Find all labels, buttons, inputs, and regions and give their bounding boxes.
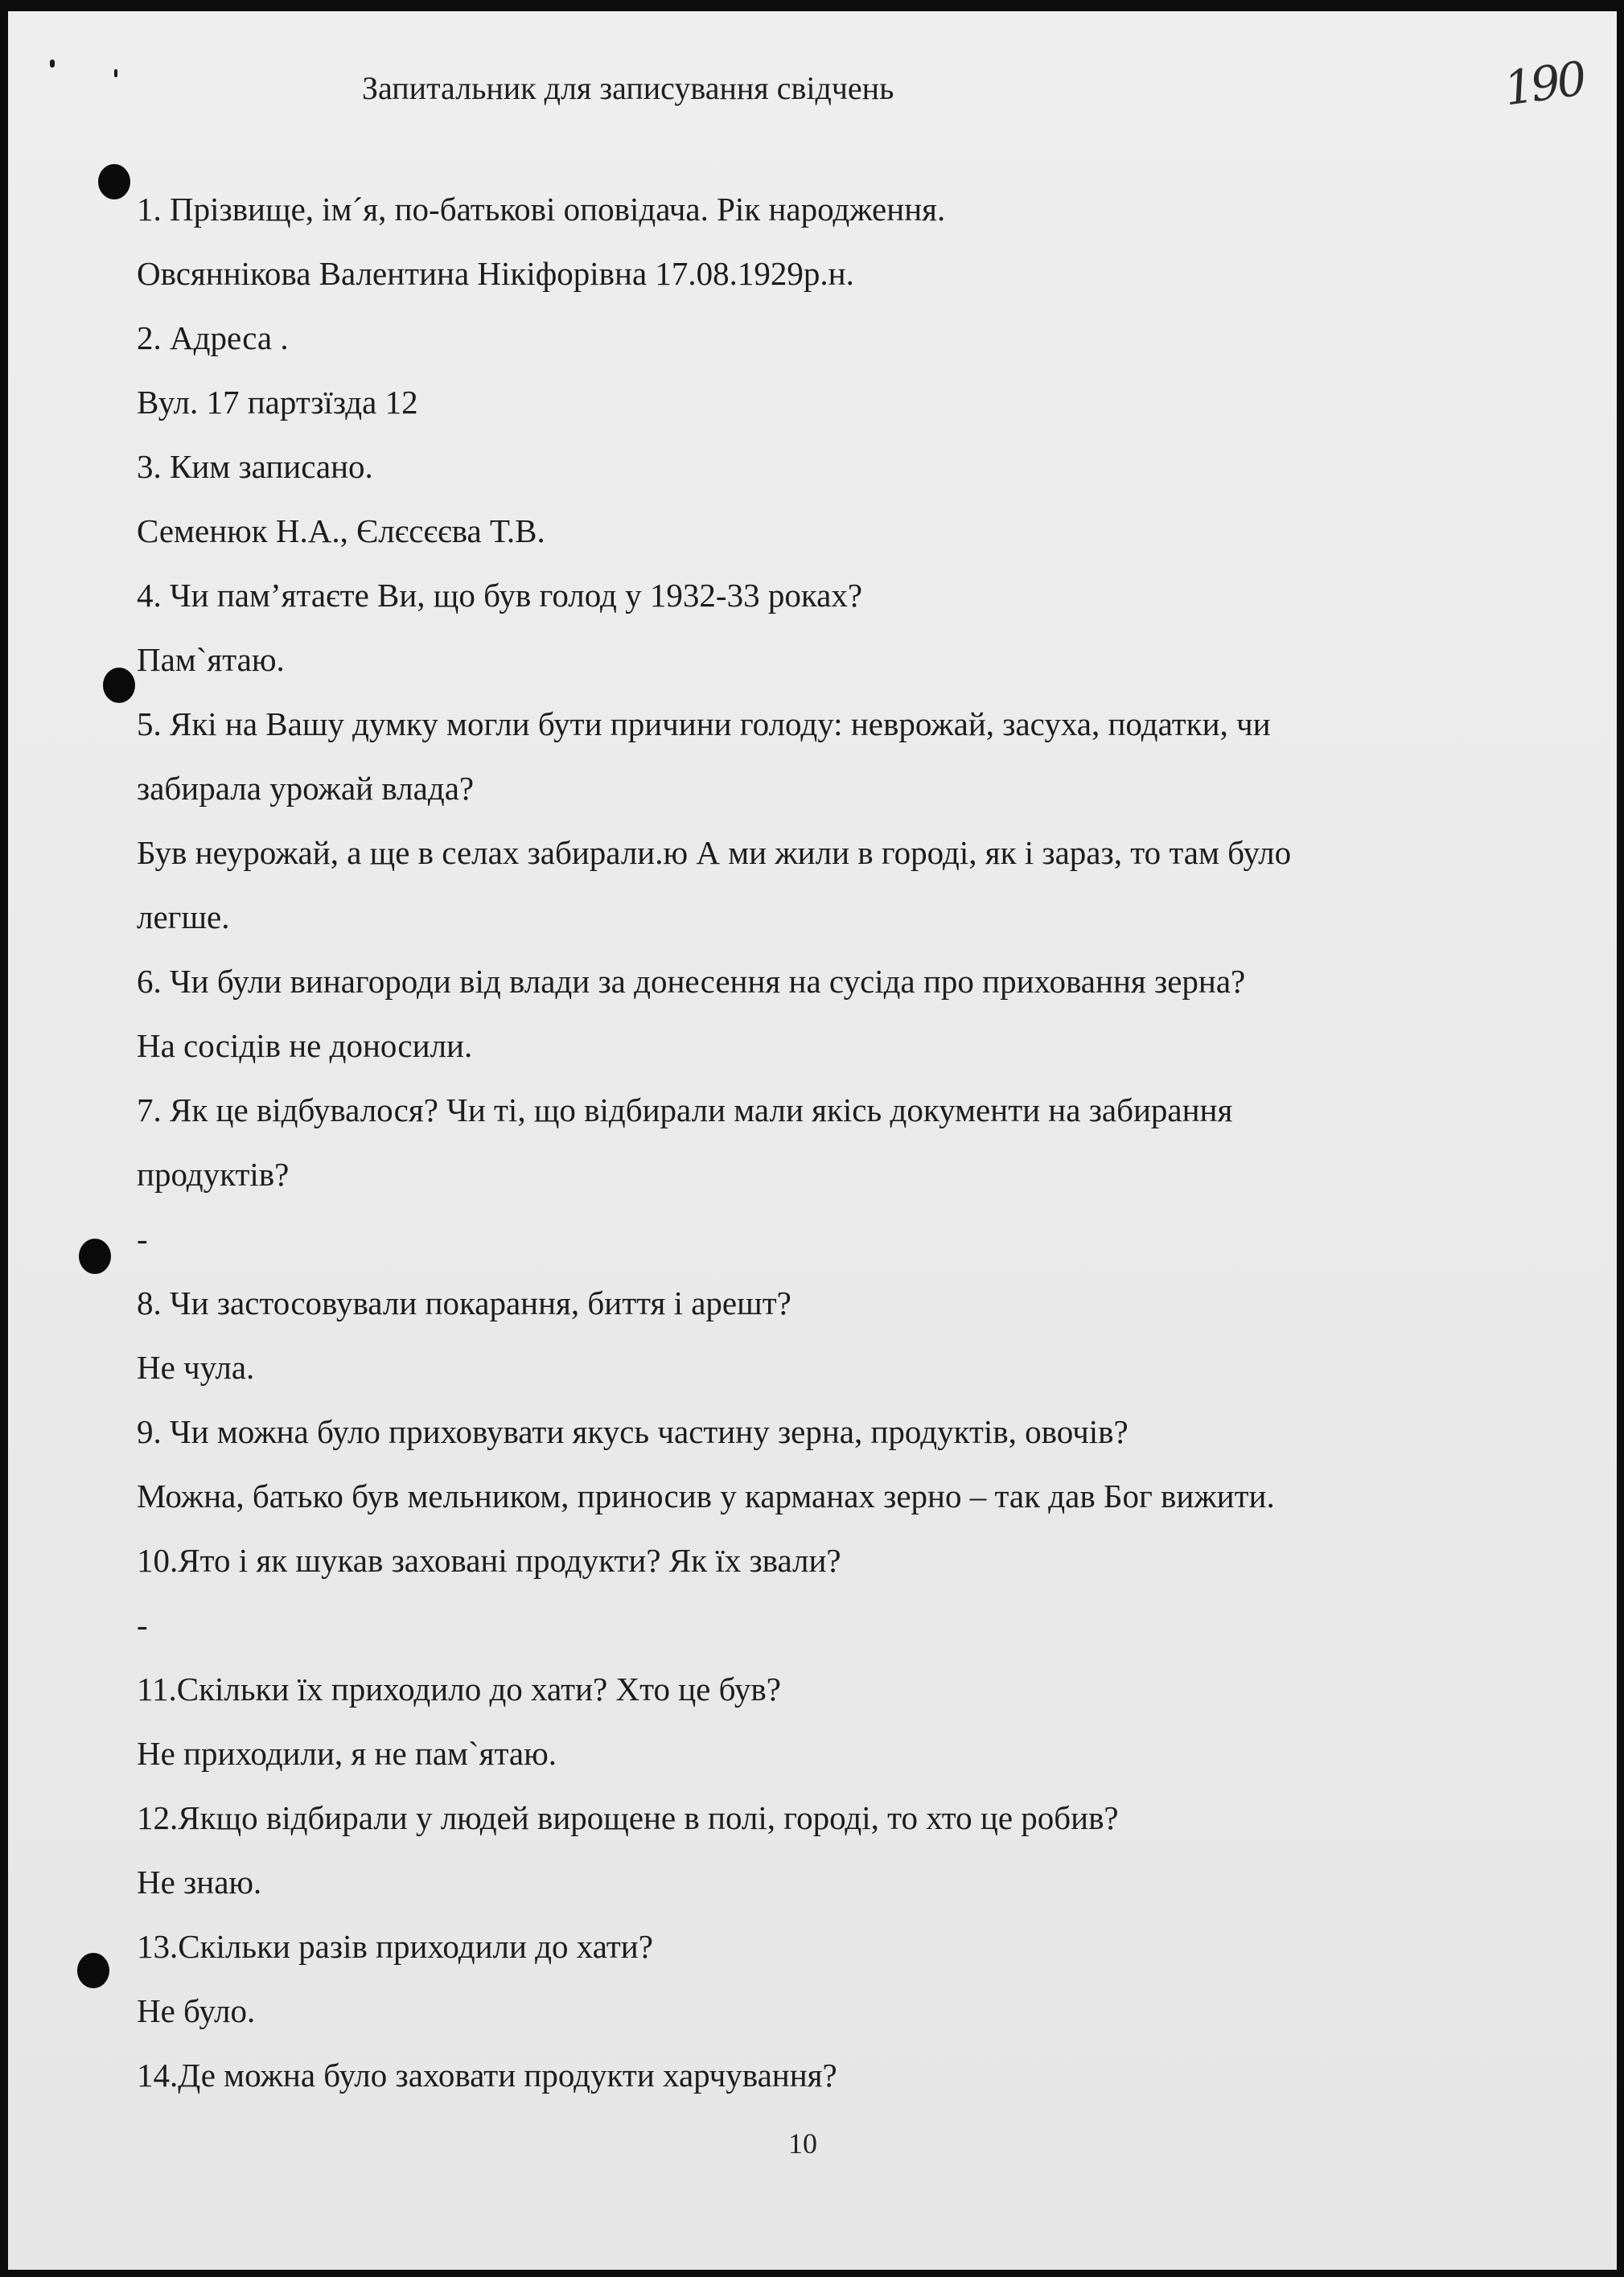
line-10-question: 10.Ято і як шукав заховані продукти? Як їх звали?: [137, 1542, 841, 1579]
line-9-question: 9. Чи можна було приховувати якусь частину зерна, продуктів, овочів?: [137, 1413, 1129, 1450]
line-3-question: 3. Ким записано.: [137, 448, 373, 485]
page-number: 10: [788, 2127, 817, 2160]
line-13-question: 13.Скільки разів приходили до хати?: [137, 1928, 653, 1965]
line-4-question: 4. Чи пам’ятаєте Ви, що був голод у 1932-33 роках?: [137, 577, 863, 614]
line-4-answer: Пам`ятаю.: [137, 641, 285, 678]
document-page: [8, 11, 1617, 2270]
line-8-question: 8. Чи застосовували покарання, биття і арешт?: [137, 1284, 791, 1321]
punch-hole: [79, 1239, 111, 1274]
line-7-answer: -: [137, 1220, 148, 1257]
line-11-answer: Не приходили, я не пам`ятаю.: [137, 1735, 557, 1772]
line-7-question-cont: продуктів?: [137, 1156, 290, 1193]
line-12-answer: Не знаю.: [137, 1864, 262, 1901]
line-8-answer: Не чула.: [137, 1349, 255, 1386]
line-6-answer: На сосідів не доносили.: [137, 1027, 473, 1064]
line-10-answer: -: [137, 1606, 148, 1643]
document-title: Запитальник для записування свідчень: [362, 70, 894, 106]
line-1-answer: Овсяннікова Валентина Нікіфорівна 17.08.1929р.н.: [137, 255, 854, 292]
line-12-question: 12.Якщо відбирали у людей вирощене в полі, городі, то хто це робив?: [137, 1799, 1119, 1836]
line-7-question: 7. Як це відбувалося? Чи ті, що відбирали мали якісь документи на забирання: [137, 1091, 1233, 1128]
line-2-question: 2. Адреса .: [137, 319, 289, 356]
punch-hole: [98, 164, 130, 199]
line-5-answer-cont: легше.: [137, 898, 230, 935]
line-14-question: 14.Де можна було заховати продукти харчування?: [137, 2057, 837, 2094]
punch-hole: [77, 1953, 109, 1988]
line-1-question: 1. Прізвище, ім´я, по-батькові оповідача. Рік народження.: [137, 191, 946, 228]
line-13-answer: Не було.: [137, 1992, 256, 2029]
folio-number: 190: [1500, 51, 1587, 117]
line-3-answer: Семенюк Н.А., Єлєсєєва Т.В.: [137, 512, 545, 549]
line-6-question: 6. Чи були винагороди від влади за донесення на сусіда про приховання зерна?: [137, 963, 1246, 1000]
scan-mark: [50, 60, 55, 68]
line-11-question: 11.Скільки їх приходило до хати? Хто це був?: [137, 1671, 781, 1708]
punch-hole: [103, 668, 135, 703]
line-5-answer: Був неурожай, а ще в селах забирали.ю А ми жили в городі, як і зараз, то там було: [137, 834, 1292, 871]
scan-mark: [114, 69, 117, 77]
line-9-answer: Можна, батько був мельником, приносив у карманах зерно – так дав Бог вижити.: [137, 1478, 1275, 1515]
line-5-question: 5. Які на Вашу думку могли бути причини голоду: неврожай, засуха, податки, чи: [137, 705, 1271, 742]
line-2-answer: Вул. 17 партзїзда 12: [137, 384, 418, 421]
line-5-question-cont: забирала урожай влада?: [137, 770, 475, 807]
